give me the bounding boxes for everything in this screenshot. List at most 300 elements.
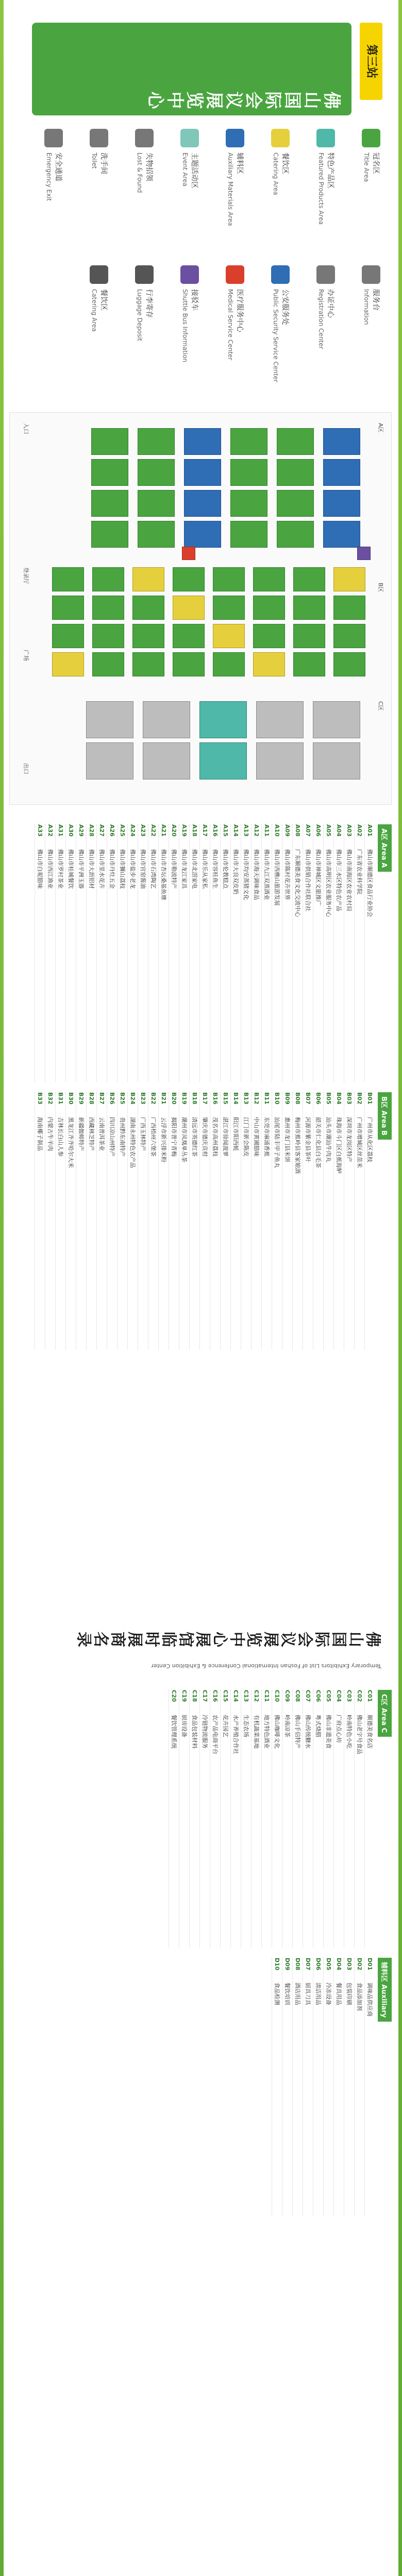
booth-number: D01 [366,1958,373,1971]
exhibitor-name: 佛山市供销合作社联合社 [305,849,311,911]
booth-number: C09 [284,1690,291,1702]
booth-number: A18 [191,824,198,837]
directory-row [169,1690,179,1947]
legend-label-zh: 餐饮区 [281,152,289,174]
booth [92,624,124,648]
exhibitor-name: 佛山非遗美食 [325,1715,332,1749]
exhibitor-name: 食品包装材料 [191,1715,198,1749]
exhibitor-name: 佛山市西江渔业 [47,849,54,889]
booth-number: C10 [274,1690,280,1702]
exhibitor-name: 佛山市西樵山旅游发展 [274,849,280,906]
exhibitor-name: 花卉园艺 [222,1715,229,1737]
booth-number: B26 [109,1092,115,1105]
booth [333,652,365,676]
legend-label [226,289,244,360]
booth-number: C11 [263,1690,270,1702]
booth-number: A26 [109,824,115,837]
directory-row [344,824,354,1082]
booth-number: B10 [274,1092,280,1105]
directory-row [199,1690,210,1947]
directory-section [10,1092,392,1350]
booth-number: B15 [222,1092,229,1105]
booth [92,596,124,620]
directory-row [55,1092,65,1350]
directory-row [344,1690,354,1947]
booth [52,652,84,676]
exhibitor-name: 佛山市平洲玉器 [78,849,85,889]
directory-title: 佛山国际会议展览中心展馆临时展商名录 [75,1629,381,1647]
booth-number: C13 [243,1690,249,1702]
directory-row [323,1092,333,1350]
booth-number: B31 [57,1092,64,1105]
exhibitor-name: 佛山市南海区农业农村局 [346,849,353,911]
booth-number: A25 [119,824,126,837]
booth-number: A29 [78,824,85,837]
legend-label [226,152,244,226]
booth-number: A31 [57,824,64,837]
booth-number: B04 [336,1092,342,1105]
title-area-icon [362,129,380,147]
booth-number: A15 [222,824,229,837]
exhibitor-name: 岭南凉茶 [284,1715,291,1737]
booth-number: C19 [181,1690,188,1702]
booth-number: B01 [366,1092,373,1105]
directory-row [65,824,76,1082]
booth [199,742,247,779]
booth-number: C04 [336,1690,342,1702]
legend-item [38,129,69,258]
booth [293,652,325,676]
legend-label-zh: 辅料区 [236,152,244,174]
exhibitor-name: 汕头市潮汕牛肉丸 [325,1117,332,1162]
booth-number: A27 [98,824,105,837]
directory-row [313,1690,323,1947]
booth-number: C20 [171,1690,177,1702]
booth-number: B33 [37,1092,43,1105]
exhibitor-name: 广府点心坊 [336,1715,342,1743]
exhibitor-name: 佛山市石湾陶艺 [150,849,157,889]
exhibitor-name: 佛山市均安蒸猪文化 [243,849,249,900]
booth-number: D06 [315,1958,322,1971]
booth [52,624,84,648]
booth-number: D05 [325,1958,332,1971]
directory-row [117,824,127,1082]
booth [132,624,164,648]
catering-area-icon [271,129,290,147]
legend-label [135,289,154,341]
booth-number: A10 [274,824,280,837]
booth [333,596,365,620]
directory-row [261,1690,272,1947]
event-area-icon [180,129,199,147]
booth [230,490,267,517]
directory-row [323,824,333,1082]
directory-row [241,824,251,1082]
exhibitor-name: 贵州黔东南特产 [119,1117,126,1157]
exhibitor-name: 佛山市禅城区文旅推广 [315,849,322,906]
booth-number: D07 [305,1958,311,1971]
directory-row [179,1092,189,1350]
directory-section-head: 辅料区 Auxiliary [378,1958,392,2022]
directory-row [189,1690,199,1947]
booth-number: C08 [294,1690,301,1702]
booth-number: D10 [274,1958,280,1971]
directory-row [35,1092,45,1350]
booth-number: B19 [181,1092,188,1105]
exhibitor-name: 珠海市斗门区白蕉海鲈 [336,1117,342,1174]
legend-item [83,265,114,394]
directory-row [282,1958,292,2215]
directory-rows [35,824,375,1082]
legend-label-zh: 主题活动区 [190,152,198,189]
legend-item [129,129,160,258]
legend-item [220,129,250,258]
directory-row [189,1092,199,1350]
exhibitor-name: 酒店用品 [294,1982,301,2005]
exhibitor-name: 四川凉山州特产 [109,1117,115,1157]
booth [277,490,314,517]
legend-item [265,265,296,394]
page-title: 佛山国际会议展览中心 [32,23,351,115]
exhibitor-name: 餐具用品 [336,1982,342,2005]
legend-label-en: Public Security Service Center [272,289,279,382]
booth [333,567,365,591]
legend-label-zh: 办证中心 [326,289,334,318]
exhibitor-name: 佛山市三水区特色农产品 [336,849,342,911]
directory-row [107,824,117,1082]
directory-rows [272,1958,375,2215]
exhibitor-name: 汕尾市陆丰甲子鱼丸 [274,1117,280,1168]
booth-number: A09 [284,824,291,837]
directory-row [148,1092,158,1350]
exhibitor-name: 佛山市丹灶五金 [109,849,115,889]
exhibitor-name: 湛江市徐闻菠萝 [222,1117,229,1157]
title-block [10,10,392,113]
directory-section-head: C区 Area C [378,1690,392,1737]
directory-row [354,1092,364,1350]
booth [213,624,245,648]
legend-label-zh: 行李寄存 [145,289,153,318]
booth [253,652,285,676]
directory-row [354,1690,364,1947]
booth-number: A01 [366,824,373,837]
booth-number: B09 [284,1092,291,1105]
exhibitor-name: 地方特色酒业 [263,1715,270,1749]
directory-section [10,1958,392,2215]
booth-number: A33 [37,824,43,837]
exhibitor-name: 佛山市顺德区食品行业协会 [366,849,373,917]
booth-number: A14 [232,824,239,837]
exit-icon [44,129,63,147]
booth [91,490,128,517]
exhibitor-name: 广东省农业科学院 [356,849,363,894]
booth [173,624,205,648]
directory-row [158,1092,169,1350]
exhibitor-name: 阳江市阳西蚝 [232,1117,239,1151]
exhibitor-name: 佛山市官窑酱油 [140,849,146,889]
exhibitor-name: 餐饮管理系统 [171,1715,177,1749]
booth [184,490,221,517]
plan-label: 出口 [23,763,29,774]
booth [230,521,267,548]
directory-row [169,1092,179,1350]
exhibitor-name: 东莞市麻涌香蕉 [263,1117,270,1157]
booth-number: C14 [232,1690,239,1702]
exhibitor-name: 佛山市白坭腊味 [37,849,43,889]
booth [213,652,245,676]
legend-label-en: Featured Products Area [317,152,325,225]
booth [323,521,360,548]
booth-number: B13 [243,1092,249,1105]
directory-row [65,1092,76,1350]
booth [277,459,314,486]
legend-label-zh: 接驳车 [190,289,198,311]
plan-label: C区 [377,701,384,711]
booth-number: A32 [47,824,54,837]
directory-row [313,824,323,1082]
exhibitor-name: 佛山传统糖水 [305,1715,311,1749]
legend-label [90,152,108,174]
directory-row [313,1092,323,1350]
exhibitor-name: 佛山市大良双皮奶 [232,849,239,894]
exhibitor-name: 清远市英德红茶 [191,1117,198,1157]
exhibitor-name: 揭阳市普宁青梅 [171,1117,177,1157]
booth-number: B16 [212,1092,219,1105]
booth-number: C03 [346,1690,353,1702]
directory-row [220,1690,230,1947]
exhibitor-name: 深圳市龙岗区特产 [346,1117,353,1162]
exhibitor-name: 佛山市龙江家具 [181,849,188,889]
directory-title-block [10,1577,392,1669]
exhibitor-name: 佛山市罗村茶业 [57,849,64,889]
booth [92,652,124,676]
directory-row [333,1690,344,1947]
booth-number: A30 [68,824,74,837]
booth [173,652,205,676]
directory-subtitle: Temporary Exhibitors List of Foshan International Conference & Exhibition Center [151,1663,381,1669]
toilet-icon [90,129,108,147]
exhibitor-name: 湖南永州特色农产品 [129,1117,136,1168]
booth-number: B03 [346,1092,353,1105]
directory-row [313,1958,323,2215]
booth [213,567,245,591]
exhibitor-name: 佛山市勒流特产 [171,849,177,889]
exhibitor-name: 佛山市狮山荔枝 [119,849,126,889]
booth [138,459,175,486]
directory-row [333,824,344,1082]
booth-number: C02 [356,1690,363,1702]
booth-number: A21 [160,824,167,837]
directory-row [282,1690,292,1947]
exhibitor-name: 海南椰子制品 [37,1117,43,1151]
directory-row [354,824,364,1082]
exhibitor-name: 粤式烧腊 [315,1715,322,1737]
directory-section-head: A区 Area A [378,824,392,872]
directory-row [210,824,220,1082]
booth [293,624,325,648]
directory-row [333,1958,344,2215]
lost-found-icon [135,129,154,147]
exhibitor-name: 餐饮培训 [284,1982,291,2005]
exhibitor-name: 厨房设备 [181,1715,188,1737]
booth-number: D03 [346,1958,353,1971]
legend-item [83,129,114,258]
legend-label-zh: 公安服务处 [281,289,289,325]
directory-row [272,1092,282,1350]
booth [86,701,133,738]
directory-row [148,824,158,1082]
legend-label-en: Registration Center [317,289,325,349]
exhibitor-name: 佛山老字号食品 [356,1715,363,1754]
legend-item [310,265,341,394]
booth-number: A07 [305,824,311,837]
booth-number: A19 [181,824,188,837]
booth [253,567,285,591]
exhibitor-name: 广东顺德美食文化交流中心 [294,849,301,917]
booth [184,521,221,548]
booth [253,596,285,620]
legend-label-en: Emergency Exit [45,152,53,201]
exhibitor-name: 佛山市里水花卉 [98,849,105,889]
exhibitor-name: 生态农场 [243,1715,249,1737]
booth-number: A17 [202,824,208,837]
booth-number: C17 [202,1690,208,1702]
exhibitor-name: 广西梧州六堡茶 [150,1117,157,1157]
booth [132,567,164,591]
booth-number: B02 [356,1092,363,1105]
exhibitor-name: 佛山市乐从家私 [202,849,208,889]
booth [333,624,365,648]
booth [277,428,314,455]
exhibitor-name: 厨具刀具 [305,1982,311,2005]
booth [52,567,84,591]
booth [132,596,164,620]
directory-row [35,824,45,1082]
exhibitor-name: 调味品供应商 [366,1982,373,2016]
booth-number: B11 [263,1092,270,1105]
booth-number: A20 [171,824,177,837]
catering-icon [90,265,108,284]
legend-label-zh: 失物招领 [145,152,153,181]
plan-label: A区 [377,423,384,433]
booth [323,428,360,455]
booth-number: C12 [253,1690,260,1702]
exhibitor-name: 水产养殖合作社 [232,1715,239,1754]
exhibitor-name: 江门市新会陈皮 [243,1117,249,1157]
floor-plan [9,412,392,805]
directory-row [45,824,55,1082]
directory-rows [169,1690,375,1947]
directory-section-head: B区 Area B [378,1092,392,1140]
directory-rows [35,1092,375,1350]
booth-number: A24 [129,824,136,837]
legend-item [356,129,387,258]
featured-products-icon [316,129,335,147]
directory-row [272,1958,282,2215]
booth-number: A05 [325,824,332,837]
directory-row [199,824,210,1082]
directory-row [251,1690,261,1947]
directory-row [364,1958,375,2215]
exhibitor-name: 顺德美食名店 [366,1715,373,1749]
exhibitor-name: 佛山市盐步老龙 [129,849,136,889]
booth [182,547,195,560]
booth-number: B24 [129,1092,136,1105]
legend-item [174,129,205,258]
directory-row [303,824,313,1082]
booth [253,624,285,648]
booth-number: A03 [346,824,353,837]
directory-row [303,1690,313,1947]
station-badge: 第三站 [360,23,382,100]
directory-row [55,824,65,1082]
directory-row [179,824,189,1082]
legend-item [129,265,160,394]
booth-number: A06 [315,824,322,837]
legend-label [180,289,199,362]
exhibitor-name: 有机蔬菜基地 [253,1715,260,1749]
booth-number: B30 [68,1092,74,1105]
directory-row [272,1690,282,1947]
directory-row [107,1092,117,1350]
directory-row [292,1092,303,1350]
booth-number: D09 [284,1958,291,1971]
directory-section [10,824,392,1082]
exhibitor-name: 佛山市伦教糕点 [222,849,229,889]
booth-number: A28 [88,824,95,837]
booth-number: B22 [150,1092,157,1105]
exhibitor-name: 清洁用品 [315,1982,322,2005]
booth [91,459,128,486]
directory-row [241,1690,251,1947]
exhibitor-name: 广西玉林特产 [140,1117,146,1151]
exhibitor-name: 冷链物流服务 [202,1715,208,1749]
exhibitor-name: 西藏林芝特产 [88,1117,95,1151]
booth [293,596,325,620]
exhibitor-name: 惠州市龙门县米饼 [284,1117,291,1162]
directory-row [333,1092,344,1350]
exhibitor-name: 广州市从化区荔枝 [366,1117,373,1162]
directory-row [86,1092,96,1350]
exhibitor-name: 佛山市大沥铝材 [88,849,95,889]
booth [313,701,360,738]
legend-label-en: Catering Area [91,289,98,332]
booth [256,701,304,738]
legend-label-en: Luggage Deposit [136,289,143,342]
exhibitor-name: 佛山手信特产 [294,1715,301,1749]
directory-row [96,824,107,1082]
booth-number: B21 [160,1092,167,1105]
booth-number: B17 [202,1092,208,1105]
exhibitor-name: 内蒙古牛羊肉 [47,1117,54,1151]
exhibitor-name: 佛山市容桂鱼生 [212,849,219,889]
directory-row [251,1092,261,1350]
exhibitor-name: 肇庆市德庆贡柑 [202,1117,208,1157]
directory-row [45,1092,55,1350]
booth-number: B06 [315,1092,322,1105]
legend-item [356,265,387,394]
directory-row [323,1958,333,2215]
directory-row [261,1092,272,1350]
booth [230,428,267,455]
directory-row [344,1092,354,1350]
directory-row [230,1092,241,1350]
booth-number: A12 [253,824,260,837]
directory-row [241,1092,251,1350]
booth-number: A23 [140,824,146,837]
booth-number: B27 [98,1092,105,1105]
public-security-icon [271,265,290,284]
